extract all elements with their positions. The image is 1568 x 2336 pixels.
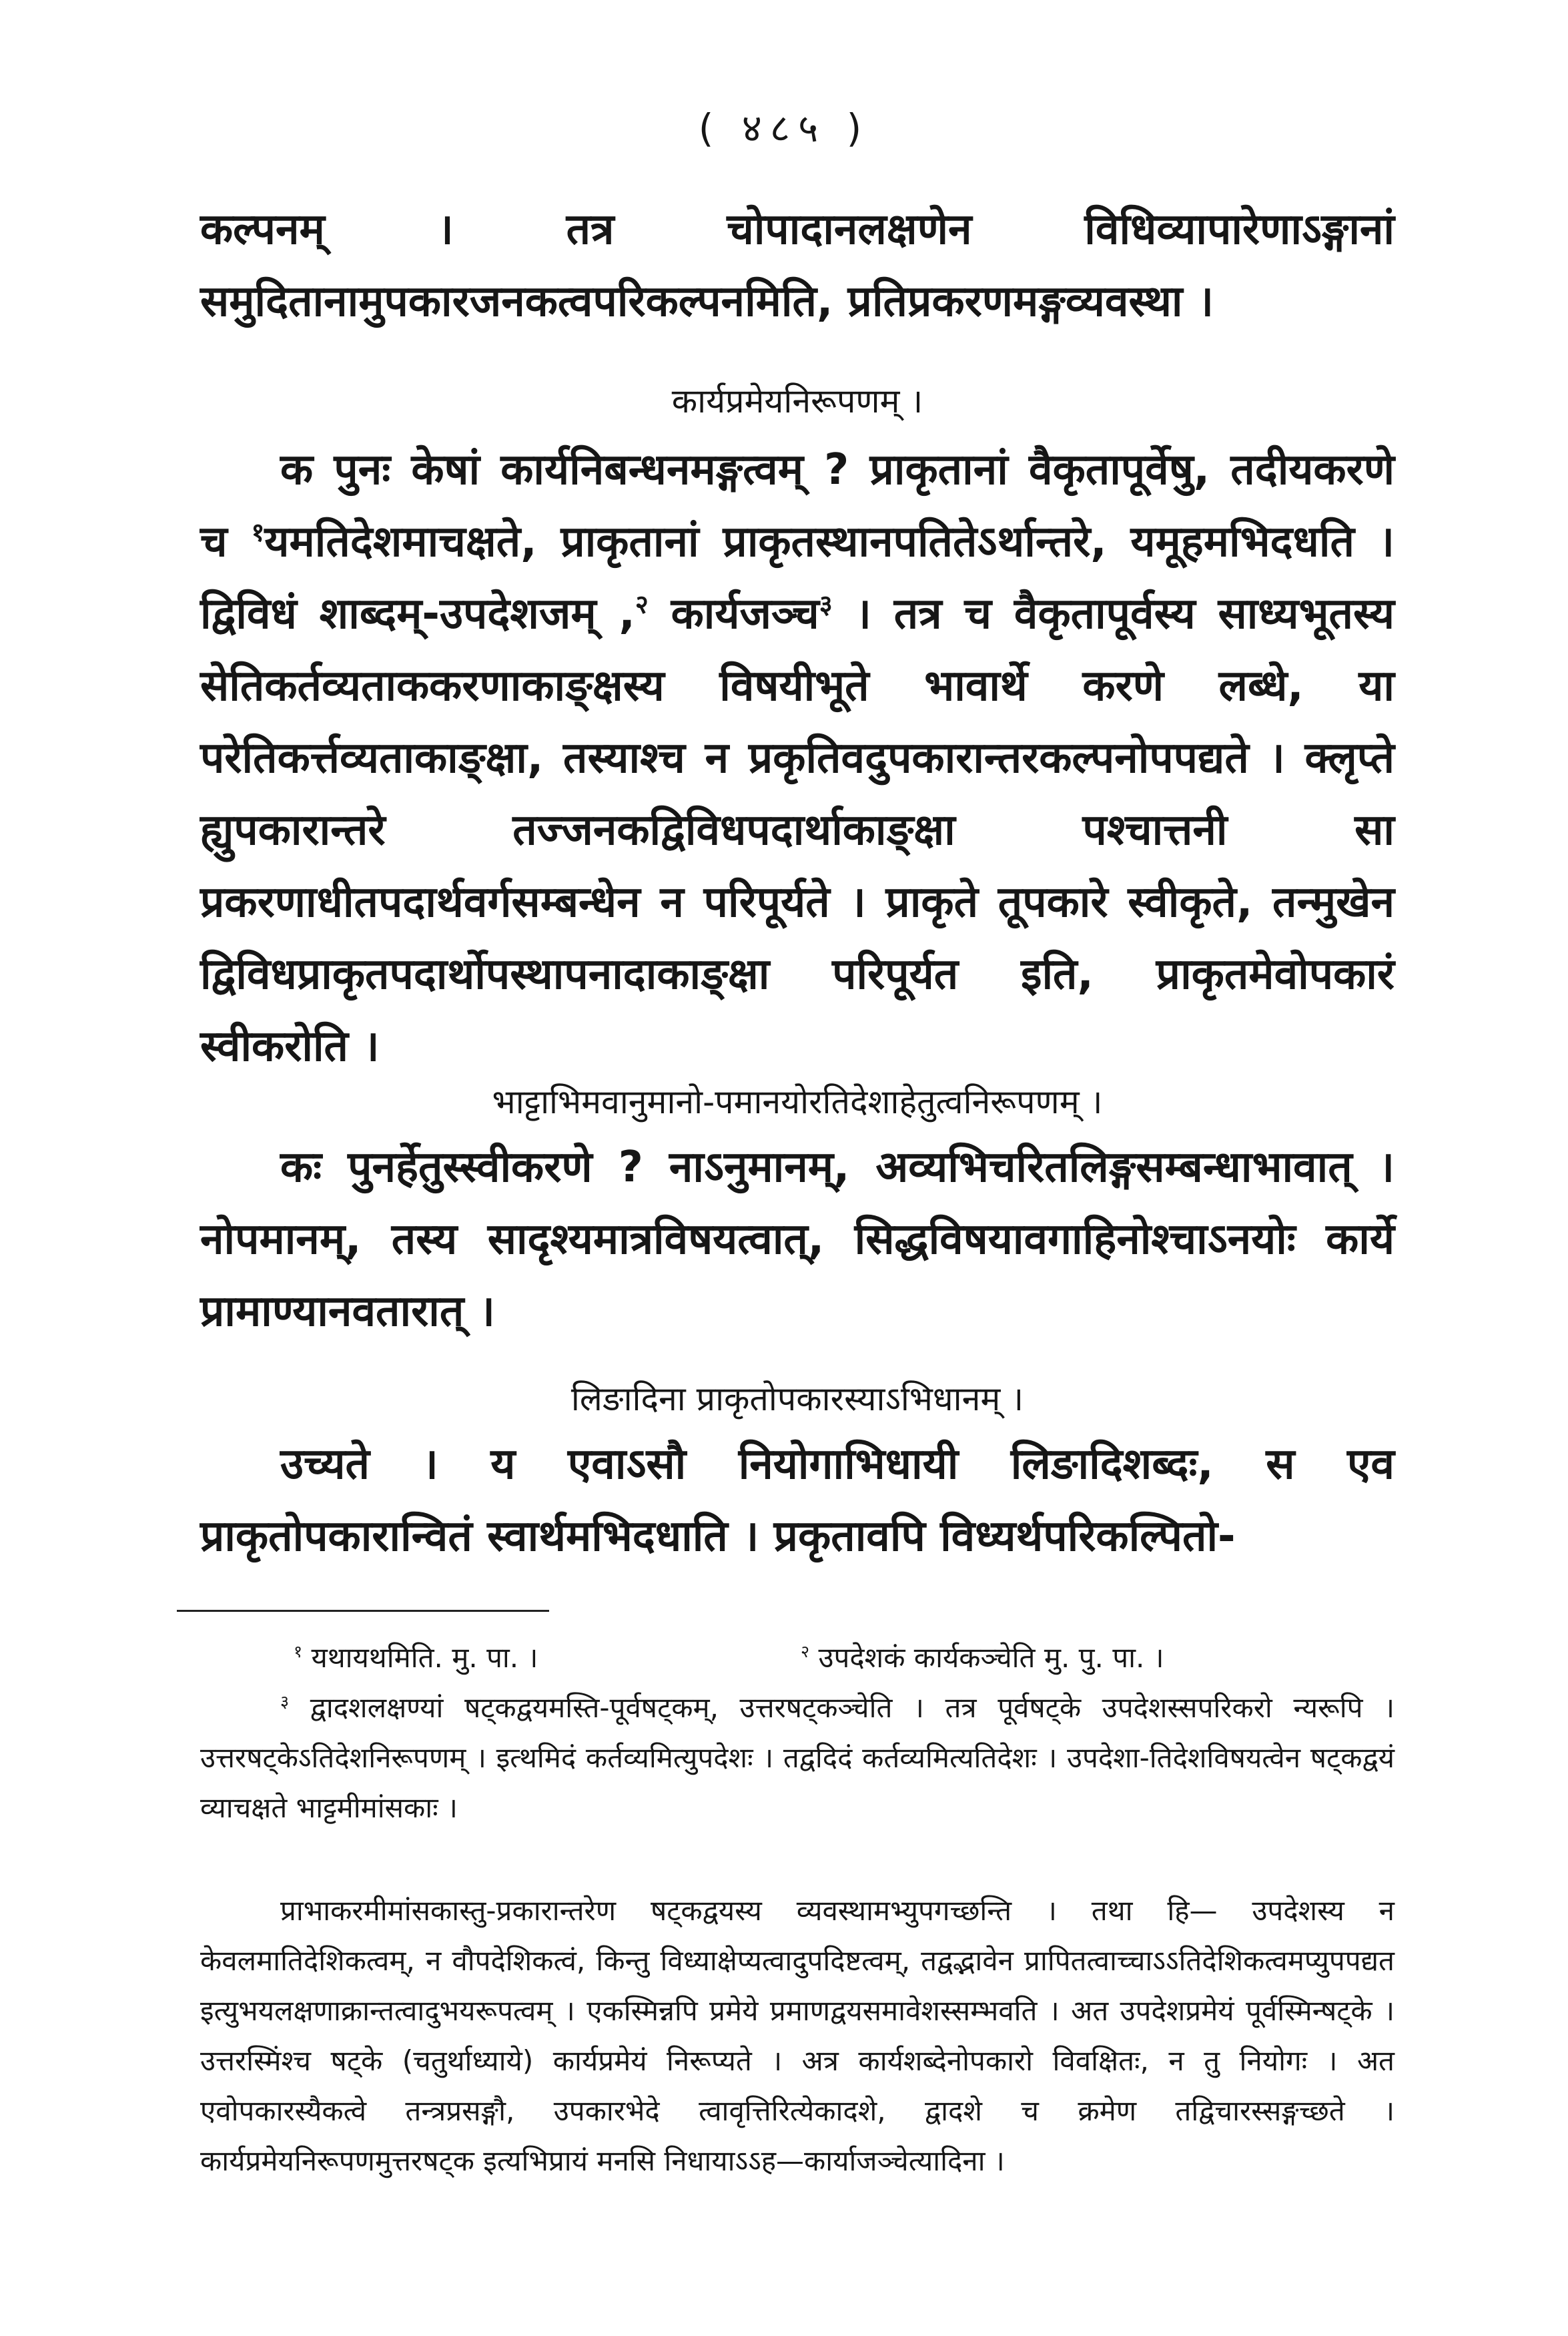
paragraph-2-part-c: कार्यजञ्च [648, 589, 819, 639]
footnote-1-text: यथायथमिति. मु. पा. । [311, 1641, 538, 1674]
paragraph-2-part-d: । तत्र च वैकृतापूर्वस्य साध्यभूतस्य सेतिकर्तव्यताककरणाकाङ्क्षस्य विषयीभूते भावार्थे करणे लब्धे, या परेतिकर्त्तव्यताकाङ्क्षा, तस्याश्च न प्रकृतिवदुपकारान्तरकल्पनोपपद्यते । क्लृप्ते ह्युपकारान्तरे तज्जनकद्विविधपदार्थाकाङ्क्षा पश्चात्तनी सा प्रकरणाधीतपदार्थवर्गसम्बन्धेन न परिपूर्यते । प्राकृते तूपकारे स्वीकृते, तन्मुखेन द्विविधप्राकृतपदार्थोपस्थापनादाकाङ्क्षा परिपूर्यत इति, प्राकृतमेवोपकारं स्वीकरोति । [200, 589, 1395, 1071]
footnote-2 [801, 1633, 1164, 1683]
paragraph-3 [200, 1131, 1395, 1348]
footnote-2-number: २ [801, 1642, 810, 1661]
footnote-3 [200, 1683, 1395, 1833]
footnote-3-number: ३ [280, 1692, 290, 1711]
page-number: ( ४८५ ) [698, 105, 870, 151]
footnote-marker-2: २ [635, 589, 649, 620]
paragraph-4-text: उच्यते । य एवाऽसौ नियोगाभिधायी लिङादिशब्दः, स एव प्राकृतोपकारान्वितं स्वार्थमभिदधाति । प्रकृतावपि विध्यर्थपरिकल्पितो- [200, 1440, 1395, 1561]
footnote-3-continued [200, 1885, 1395, 2186]
footnote-2-text: उपदेशकं कार्यकञ्चेति मु. पु. पा. । [818, 1641, 1164, 1674]
footnote-marker-3: ३ [819, 589, 833, 620]
paragraph-2 [200, 434, 1395, 1083]
section-heading-2: भाट्टाभिमवानुमानो-पमानयोरतिदेशाहेतुत्वनिरूपणम् । [492, 1083, 1103, 1121]
footnote-3-text: द्वादशलक्षण्यां षट्कद्वयमस्ति-पूर्वषट्कम्, उत्तरषट्कञ्चेति । तत्र पूर्वषट्के उपदेशस्सपरिकरो न्यरूपि । उत्तरषट्केऽतिदेशनिरूपणम् । इत्थमिदं कर्तव्यमित्युपदेशः । तद्वदिदं कर्तव्यमित्यतिदेशः । उपदेशा-तिदेशविषयत्वेन षट्कद्वयं व्याचक्षते भाट्टमीमांसकाः । [200, 1691, 1395, 1824]
paragraph-2-part-a: क पुनः केषां कार्यनिबन्धनमङ्गत्वम् ? प्राकृतानां वैकृतापूर्वेषु, तदीयकरणे च [200, 445, 1395, 567]
paragraph-1: कल्पनम् । तत्र चोपादानलक्षणेन विधिव्यापारेणाऽङ्गानां समुदितानामुपकारजनकत्वपरिकल्पनमिति, प्रतिप्रकरणमङ्गव्यवस्था । [200, 205, 1395, 326]
section-heading-1: कार्यप्रमेयनिरूपणम् । [671, 382, 923, 420]
footnote-1-number: १ [294, 1642, 303, 1661]
section-heading-3: लिङादिना प्राकृतोपकारस्याऽभिधानम् । [570, 1380, 1024, 1418]
footnote-3-continued-text: प्राभाकरमीमांसकास्तु-प्रकारान्तरेण षट्कद्वयस्य व्यवस्थामभ्युपगच्छन्ति । तथा हि— उपदेशस्य न केवलमातिदेशिकत्वम्, न वौपदेशिकत्वं, किन्तु विध्याक्षेप्यत्वादुपदिष्टत्वम्, तद्वद्भावेन प्रापितत्वाच्चाऽऽतिदेशिकत्वमप्युपपद्यत इत्युभयलक्षणाक्रान्तत्वादुभयरूपत्वम् । एकस्मिन्नपि प्रमेये प्रमाणद्वयसमावेशस्सम्भवति । अत उपदेशप्रमेयं पूर्वस्मिन्षट्के । उत्तरस्मिंश्च षट्के (चतुर्थाध्याये) कार्यप्रमेयं निरूप्यते । अत्र कार्यशब्देनोपकारो विवक्षितः, न तु नियोगः । अत एवोपकारस्यैकत्वे तन्त्रप्रसङ्गौ, उपकारभेदे त्वावृत्तिरित्येकादशे, द्वादशे च क्रमेण तद्विचारस्सङ्गच्छते । कार्यप्रमेयनिरूपणमुत्तरषट्क इत्यभिप्रायं मनसि निधायाऽऽह—कार्याजञ्चेत्यादिना । [200, 1894, 1395, 2177]
paragraph-4 [200, 1428, 1395, 1572]
footnote-separator [177, 1610, 549, 1612]
paragraph-3-text: कः पुनर्हेतुस्स्वीकरणे ? नाऽनुमानम्, अव्यभिचरितलिङ्गसम्बन्धाभावात् । नोपमानम्, तस्य सादृश्यमात्रविषयत्वात्, सिद्धविषयावगाहिनोश्चाऽनयोः कार्ये प्रामाण्यानवतारात् । [200, 1143, 1395, 1336]
footnote-marker-1: १ [251, 517, 265, 548]
footnote-1 [294, 1633, 538, 1683]
paragraph-2-part-b: यमतिदेशमाचक्षते, प्राकृतानां प्राकृतस्थानपतितेऽर्थान्तरे, यमूहमभिदधति । द्विविधं शाब्दम्-उपदेशजम् , [200, 517, 1395, 639]
